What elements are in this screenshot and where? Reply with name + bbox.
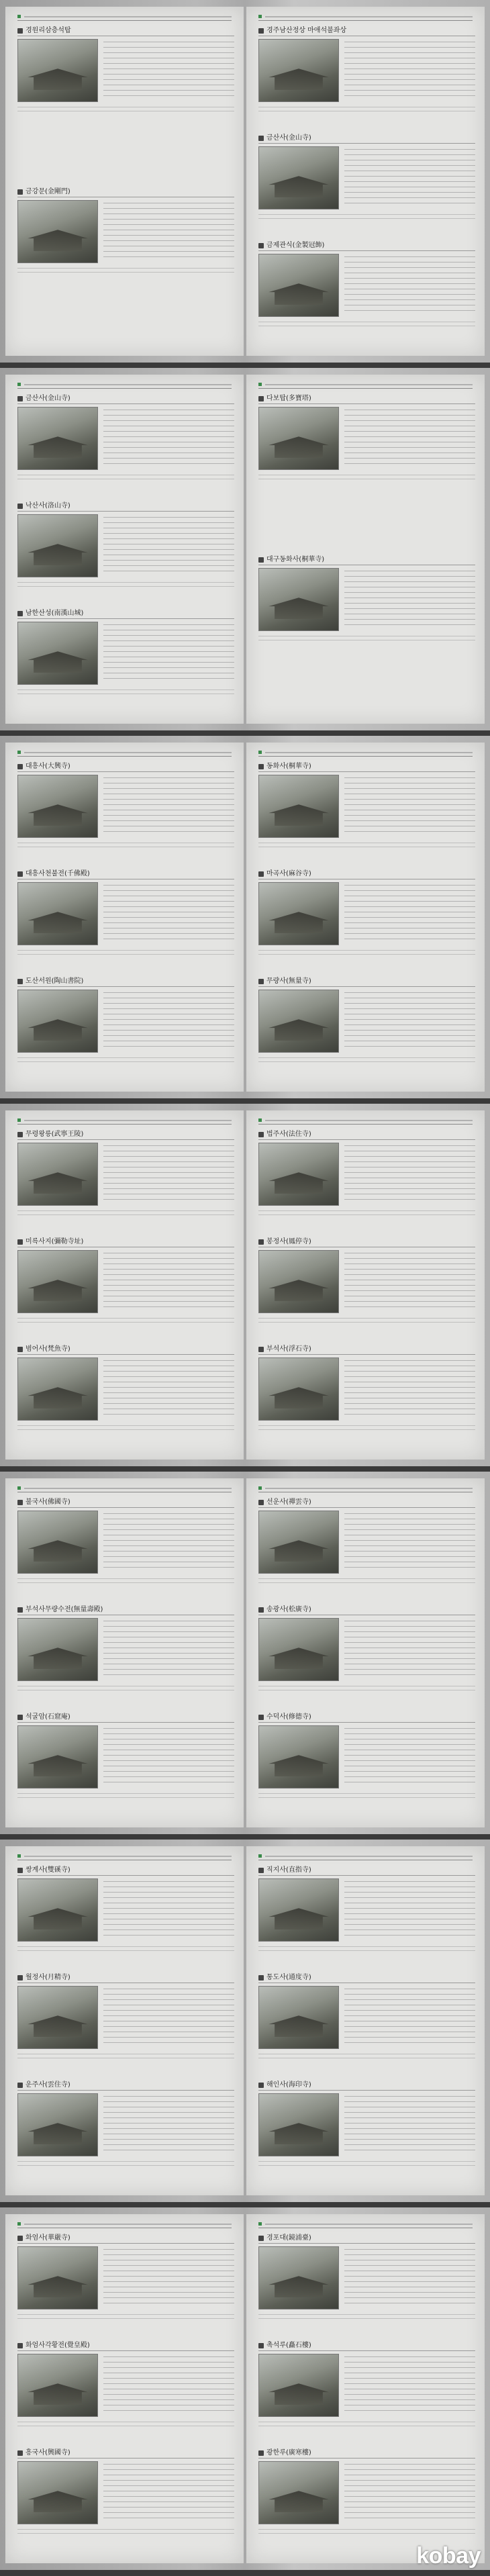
body-text-block	[103, 1511, 234, 1572]
entry-title: 부석사(浮石寺)	[266, 1345, 311, 1353]
heritage-photo	[258, 39, 339, 102]
caption-text-block	[258, 634, 475, 642]
running-head	[17, 383, 232, 389]
running-head	[258, 751, 473, 757]
entry-title: 촉석루(矗石樓)	[266, 2342, 311, 2349]
heritage-entry	[258, 1345, 475, 1433]
heritage-photo	[17, 1986, 98, 2049]
section-marker-icon	[258, 2450, 264, 2456]
heritage-entry	[258, 1974, 475, 2061]
entry-title: 광한루(廣寒樓)	[266, 2449, 311, 2456]
body-text-block	[344, 2246, 475, 2308]
heritage-entry	[17, 502, 234, 589]
caption-text-block	[17, 105, 234, 113]
heritage-entry	[258, 2234, 475, 2322]
heritage-entry	[17, 1345, 234, 1433]
heritage-photo	[258, 2461, 339, 2524]
caption-text-block	[17, 1055, 234, 1063]
entry-title: 동화사(桐華寺)	[266, 763, 311, 770]
caption-text-block	[17, 2420, 234, 2428]
entry-title: 남한산성(南漢山城)	[26, 610, 84, 617]
body-text-block	[344, 1511, 475, 1572]
body-text-block	[344, 1143, 475, 1204]
entry-title: 선운사(禪雲寺)	[266, 1498, 311, 1506]
section-marker-icon	[258, 1868, 264, 1873]
caption-text-block	[258, 1423, 475, 1431]
section-marker-icon	[17, 1347, 23, 1352]
running-head	[258, 1486, 473, 1492]
section-marker-icon	[17, 764, 23, 769]
body-text-block	[103, 1143, 234, 1204]
section-marker-icon	[258, 557, 264, 563]
heritage-photo	[258, 1143, 339, 1206]
caption-text-block	[258, 1316, 475, 1324]
section-marker-icon	[17, 1975, 23, 1981]
running-head	[258, 2222, 473, 2228]
section-marker-icon	[17, 28, 23, 34]
entry-title: 대구동화사(桐華寺)	[266, 556, 325, 563]
heritage-entry	[258, 1713, 475, 1801]
caption-text-block	[17, 1791, 234, 1799]
body-text-block	[344, 39, 475, 101]
section-marker-icon	[17, 1868, 23, 1873]
heritage-entry	[17, 188, 234, 275]
heritage-photo	[258, 2246, 339, 2309]
running-head	[17, 751, 232, 757]
caption-text-block	[258, 2052, 475, 2060]
section-marker-icon	[17, 2450, 23, 2456]
body-text-block	[103, 2246, 234, 2308]
heritage-photo	[258, 1725, 339, 1788]
heritage-photo	[258, 775, 339, 838]
running-head	[258, 1118, 473, 1125]
caption-text-block	[17, 2312, 234, 2320]
caption-text-block	[258, 320, 475, 328]
entry-title: 화엄사(華嚴寺)	[26, 2234, 70, 2242]
entry-title: 송광사(松廣寺)	[266, 1606, 311, 1613]
caption-text-block	[258, 2420, 475, 2428]
section-marker-icon	[258, 1500, 264, 1505]
section-marker-icon	[17, 2343, 23, 2348]
section-marker-icon	[17, 504, 23, 509]
entry-title: 무량사(無量寺)	[266, 977, 311, 985]
entry-title: 도산서원(陶山書院)	[26, 977, 84, 985]
caption-text-block	[17, 948, 234, 956]
left-page	[5, 1846, 244, 2195]
right-page	[246, 375, 485, 724]
running-head	[258, 15, 473, 21]
entry-title: 미륵사지(彌勒寺址)	[26, 1238, 84, 1245]
heritage-entry	[258, 242, 475, 329]
heritage-entry	[258, 556, 475, 643]
body-text-block	[103, 622, 234, 683]
body-text-block	[344, 1250, 475, 1312]
heritage-entry	[17, 2342, 234, 2429]
entry-title: 대흥사(大興寺)	[26, 763, 70, 770]
book-spread	[0, 0, 490, 363]
heritage-entry	[17, 1131, 234, 1218]
heritage-photo	[258, 2354, 339, 2417]
heritage-photo	[17, 39, 98, 102]
caption-text-block	[17, 2159, 234, 2167]
body-text-block	[103, 407, 234, 469]
caption-text-block	[17, 473, 234, 481]
caption-text-block	[17, 266, 234, 274]
running-head	[258, 1854, 473, 1860]
heritage-entry	[17, 977, 234, 1065]
caption-text-block	[17, 687, 234, 696]
left-page	[5, 1478, 244, 1827]
heritage-photo	[17, 622, 98, 685]
right-page	[246, 2214, 485, 2563]
section-marker-icon	[17, 1132, 23, 1137]
section-marker-icon	[258, 979, 264, 984]
body-text-block	[103, 990, 234, 1051]
heritage-photo	[258, 254, 339, 317]
heritage-entry	[258, 977, 475, 1065]
caption-text-block	[258, 841, 475, 849]
heritage-photo	[258, 990, 339, 1053]
entry-title: 대흥사천불전(千佛殿)	[26, 870, 90, 877]
heritage-entry	[17, 1238, 234, 1325]
entry-title: 금산사(金山寺)	[26, 395, 70, 402]
section-marker-icon	[17, 1239, 23, 1245]
section-marker-icon	[258, 1715, 264, 1720]
heritage-entry	[258, 27, 475, 114]
section-marker-icon	[258, 2083, 264, 2088]
entry-title: 해인사(海印寺)	[266, 2081, 311, 2089]
caption-text-block	[17, 2527, 234, 2535]
entry-title: 금제관식(金製冠飾)	[266, 242, 325, 249]
heritage-photo	[17, 1878, 98, 1942]
heritage-entry	[17, 1713, 234, 1801]
heritage-entry	[17, 395, 234, 482]
entry-title: 통도사(通度寺)	[266, 1974, 311, 1981]
left-page	[5, 2214, 244, 2563]
body-text-block	[344, 775, 475, 837]
entry-title: 경주남산정상 마애석불좌상	[266, 27, 347, 34]
heritage-entry	[258, 1238, 475, 1325]
body-text-block	[344, 146, 475, 208]
caption-text-block	[258, 948, 475, 956]
caption-text-block	[17, 2052, 234, 2060]
heritage-entry	[17, 610, 234, 697]
section-marker-icon	[258, 1347, 264, 1352]
entry-title: 쌍계사(雙磎寺)	[26, 1866, 70, 1874]
caption-text-block	[258, 2312, 475, 2320]
heritage-photo	[258, 568, 339, 631]
entry-title: 마곡사(麻谷寺)	[266, 870, 311, 877]
body-text-block	[344, 2354, 475, 2416]
body-text-block	[103, 1986, 234, 2048]
caption-text-block	[17, 1944, 234, 1952]
body-text-block	[344, 882, 475, 944]
running-head	[17, 1854, 232, 1860]
body-text-block	[103, 1357, 234, 1419]
heritage-entry	[17, 2234, 234, 2322]
section-marker-icon	[17, 979, 23, 984]
heritage-entry	[17, 1606, 234, 1693]
heritage-entry	[17, 2449, 234, 2536]
left-page	[5, 1110, 244, 1460]
heritage-entry	[17, 1498, 234, 1586]
body-text-block	[103, 1725, 234, 1787]
caption-text-block	[258, 1684, 475, 1692]
heritage-photo	[258, 1511, 339, 1574]
caption-text-block	[258, 473, 475, 481]
caption-text-block	[17, 580, 234, 588]
book-spread	[0, 736, 490, 1098]
left-page	[5, 375, 244, 724]
caption-text-block	[17, 1316, 234, 1324]
body-text-block	[344, 2093, 475, 2155]
heritage-photo	[17, 1725, 98, 1788]
body-text-block	[344, 1986, 475, 2048]
heritage-entry	[258, 1131, 475, 1218]
heritage-photo	[258, 882, 339, 945]
heritage-entry	[17, 1974, 234, 2061]
heritage-entry	[258, 2449, 475, 2536]
caption-text-block	[258, 105, 475, 113]
heritage-photo	[258, 407, 339, 470]
section-marker-icon	[17, 1715, 23, 1720]
body-text-block	[103, 1618, 234, 1680]
entry-title: 범어사(梵魚寺)	[26, 1345, 70, 1353]
left-page	[5, 743, 244, 1092]
heritage-entry	[258, 870, 475, 957]
running-head	[17, 1486, 232, 1492]
caption-text-block	[17, 1576, 234, 1584]
entry-title: 부석사무량수전(無量壽殿)	[26, 1606, 103, 1613]
heritage-entry	[258, 395, 475, 482]
caption-text-block	[258, 212, 475, 220]
body-text-block	[103, 775, 234, 837]
entry-title: 법주사(法住寺)	[266, 1131, 311, 1138]
heritage-photo	[17, 2354, 98, 2417]
heritage-entry	[17, 27, 234, 114]
left-page	[5, 7, 244, 356]
entry-title: 화엄사각황전(覺皇殿)	[26, 2342, 90, 2349]
caption-text-block	[258, 1208, 475, 1217]
caption-text-block	[258, 1055, 475, 1063]
section-marker-icon	[17, 2236, 23, 2241]
body-text-block	[344, 407, 475, 469]
heritage-photo	[17, 882, 98, 945]
section-marker-icon	[258, 1607, 264, 1613]
body-text-block	[103, 2093, 234, 2155]
entry-title: 다보탑(多寶塔)	[266, 395, 311, 402]
entry-title: 불국사(佛國寺)	[26, 1498, 70, 1506]
body-text-block	[344, 1357, 475, 1419]
heritage-photo	[17, 775, 98, 838]
body-text-block	[344, 568, 475, 630]
entry-title: 운주사(雲住寺)	[26, 2081, 70, 2089]
body-text-block	[103, 1878, 234, 1940]
caption-text-block	[258, 1944, 475, 1952]
body-text-block	[103, 514, 234, 576]
heritage-photo	[258, 1357, 339, 1421]
body-text-block	[103, 882, 234, 944]
entry-title: 무령왕릉(武寧王陵)	[26, 1131, 84, 1138]
caption-text-block	[258, 2159, 475, 2167]
section-marker-icon	[17, 1500, 23, 1505]
caption-text-block	[258, 2527, 475, 2535]
section-marker-icon	[258, 1239, 264, 1245]
heritage-photo	[17, 2246, 98, 2309]
right-page	[246, 1110, 485, 1460]
heritage-entry	[258, 763, 475, 850]
book-spread	[0, 1472, 490, 1834]
right-page	[246, 1478, 485, 1827]
running-head	[17, 15, 232, 21]
entry-title: 직지사(直指寺)	[266, 1866, 311, 1874]
body-text-block	[103, 1250, 234, 1312]
entry-title: 금산사(金山寺)	[266, 134, 311, 142]
entry-title: 흥국사(興國寺)	[26, 2449, 70, 2456]
body-text-block	[344, 254, 475, 316]
entry-title: 수덕사(修德寺)	[266, 1713, 311, 1721]
entry-title: 경포대(鏡浦臺)	[266, 2234, 311, 2242]
section-marker-icon	[258, 764, 264, 769]
heritage-photo	[258, 1250, 339, 1313]
heritage-entry	[258, 2081, 475, 2168]
body-text-block	[103, 39, 234, 101]
heritage-entry	[17, 763, 234, 850]
running-head	[258, 383, 473, 389]
section-marker-icon	[258, 1975, 264, 1981]
entry-title: 석굴암(石窟庵)	[26, 1713, 70, 1721]
section-marker-icon	[17, 611, 23, 616]
heritage-photo	[17, 1357, 98, 1421]
section-marker-icon	[258, 396, 264, 401]
running-head	[17, 2222, 232, 2228]
heritage-entry	[258, 1498, 475, 1586]
entry-title: 경원리삼층석탑	[26, 27, 71, 34]
heritage-photo	[258, 146, 339, 209]
body-text-block	[344, 2461, 475, 2523]
section-marker-icon	[17, 2083, 23, 2088]
body-text-block	[344, 1725, 475, 1787]
heritage-photo	[258, 1986, 339, 2049]
heritage-photo	[17, 514, 98, 577]
heritage-photo	[17, 2093, 98, 2156]
heritage-photo	[17, 1511, 98, 1574]
heritage-entry	[17, 2081, 234, 2168]
body-text-block	[103, 200, 234, 262]
book-spread	[0, 2207, 490, 2570]
heritage-entry	[258, 2342, 475, 2429]
kobay-watermark: kobay	[416, 2543, 481, 2569]
section-marker-icon	[17, 1607, 23, 1613]
section-marker-icon	[258, 1132, 264, 1137]
body-text-block	[344, 1618, 475, 1680]
entry-title: 낙산사(洛山寺)	[26, 502, 70, 510]
caption-text-block	[17, 841, 234, 849]
caption-text-block	[17, 1208, 234, 1217]
heritage-photo	[258, 1878, 339, 1942]
body-text-block	[344, 990, 475, 1051]
heritage-photo	[17, 407, 98, 470]
section-marker-icon	[258, 2236, 264, 2241]
heritage-photo	[17, 1618, 98, 1681]
entry-title: 금강문(金剛門)	[26, 188, 70, 195]
heritage-photo	[17, 200, 98, 263]
section-marker-icon	[258, 243, 264, 248]
heritage-photo	[258, 1618, 339, 1681]
heritage-photo	[17, 1250, 98, 1313]
entry-title: 봉정사(鳳停寺)	[266, 1238, 311, 1245]
section-marker-icon	[17, 871, 23, 877]
caption-text-block	[258, 1576, 475, 1584]
heritage-photo	[17, 1143, 98, 1206]
section-marker-icon	[258, 28, 264, 34]
caption-text-block	[258, 1791, 475, 1799]
section-marker-icon	[258, 2343, 264, 2348]
heritage-entry	[258, 1606, 475, 1693]
section-marker-icon	[258, 136, 264, 141]
right-page	[246, 743, 485, 1092]
book-spread	[0, 1104, 490, 1466]
body-text-block	[344, 1878, 475, 1940]
right-page	[246, 1846, 485, 2195]
entry-title: 월정사(月精寺)	[26, 1974, 70, 1981]
heritage-photo	[17, 2461, 98, 2524]
heritage-entry	[17, 870, 234, 957]
body-text-block	[103, 2354, 234, 2416]
caption-text-block	[17, 1423, 234, 1431]
heritage-photo	[258, 2093, 339, 2156]
book-spread	[0, 368, 490, 730]
body-text-block	[103, 2461, 234, 2523]
caption-text-block	[17, 1684, 234, 1692]
running-head	[17, 1118, 232, 1125]
section-marker-icon	[17, 189, 23, 195]
heritage-entry	[17, 1866, 234, 1954]
section-marker-icon	[17, 396, 23, 401]
right-page	[246, 7, 485, 356]
heritage-photo	[17, 990, 98, 1053]
heritage-entry	[258, 1866, 475, 1954]
book-spread	[0, 1840, 490, 2202]
heritage-entry	[258, 134, 475, 222]
section-marker-icon	[258, 871, 264, 877]
